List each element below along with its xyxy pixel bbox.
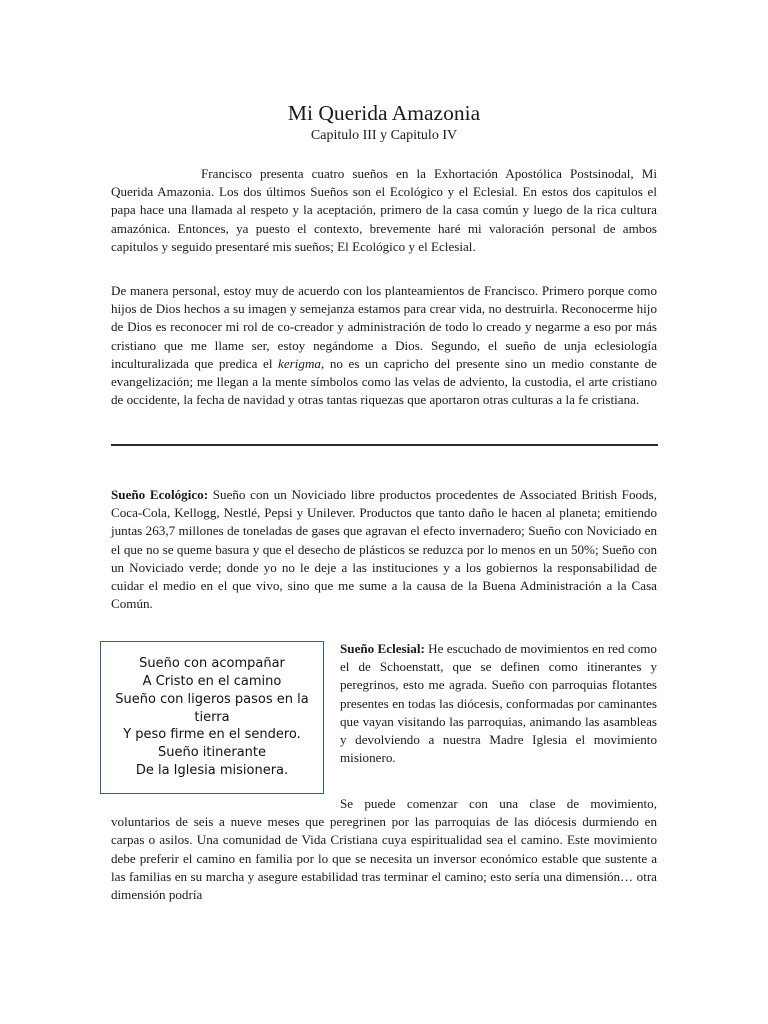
intro-paragraph: Francisco presenta cuatro sueños en la Exhortación Apostólica Postsinodal, Mi Querida Amazonia. Los dos últimos Sueños son el Ecológico y el Eclesial. En estos dos capitulos el papa hace una llamada al respeto y la aceptación, primero de la casa común y luego de la rica cultura amazónica. Entonces, ya puesto el contexto, brevemente haré mi valoración personal de ambos capitulos y seguido presentaré mis sueños; El Ecológico y el Eclesial.	[111, 166, 657, 254]
poem-box	[100, 641, 324, 794]
poem-line: De la Iglesia misionera.	[135, 762, 289, 778]
movimiento-paragraph: Se puede comenzar con una clase de movimiento, voluntarios de seis a nueve meses que peregrinen por las parroquias de las diócesis durmiendo en carpas o asilos. Una comunidad de Vida Cristiana cuya espiritualidad sea el camino. Este movimiento debe preferir el camino en familia por lo que se necesita un inversor económico estable que sustente a las familias en su marcha y asegure estabilidad tras terminar el camino; esto sería una dimensión… otra dimensión podría	[111, 796, 657, 903]
ecologico-paragraph	[111, 486, 657, 613]
document-title: Mi Querida Amazonia	[287, 101, 481, 125]
poem-line: A Cristo en el camino	[142, 674, 282, 689]
eclesial-paragraph	[340, 640, 657, 767]
document-subtitle: Capitulo III y Capitulo IV	[310, 128, 458, 143]
personal-text-start: De manera personal, estoy muy de acuerdo con los planteamientos de Francisco. Primero porque como hijos de Dios hechos a su imagen y semejanza estamos para crear vida, no destruirla. Reconocerme hijo de Dios es reconocer mi rol de co-creador y administración de todo lo creado y negarme a eso por más cristiano que me llame ser, estoy negándome a Dios. Segundo, el sueño de unja eclesiología inculturalizada que predica el	[111, 283, 657, 371]
ecologico-text: Sueño con un Noviciado libre productos procedentes de Associated British Foods, Coca-Cola, Kellogg, Nestlé, Pepsi y Unilever. Productos que tanto daño le hacen al planeta; emitiendo juntas 263,7 millones de toneladas de gases que agravan el efecto invernadero; Sueño con Noviciado en el que no se queme basura y que el desecho de plásticos se reduzca por lo menos en un 50%; Sueño con un Noviciado verde; donde yo no le deje a las instituciones y a los gobiernos la responsabilidad de cuidar el medio en el que vivo, sino que me sume a la causa de la Buena Administración a la Casa Común.	[111, 487, 657, 612]
poem-line: Sueño con ligeros pasos en la tierra	[115, 691, 309, 725]
poem-line: Y peso firme en el sendero.	[123, 727, 301, 743]
eclesial-text: He escuchado de movimientos en red como el de Schoenstatt, que se definen como itinerantes y peregrinos, esto me agrada. Sueño con parroquias flotantes presentes en todas las diócesis, conformadas por caminantes que vayan visitando las parroquias, animando las asambleas y devolviendo a nuestra Madre Iglesia el movimiento misionero.	[340, 641, 657, 766]
poem-line: Sueño itinerante	[157, 745, 267, 761]
ecologico-label: Sueño Ecológico:	[111, 487, 209, 502]
personal-paragraph	[111, 282, 657, 409]
kerigma-term: kerigma	[278, 355, 321, 371]
section-divider	[111, 444, 658, 446]
eclesial-label: Sueño Eclesial:	[340, 641, 425, 656]
poem-line: Sueño con acompañar	[139, 656, 285, 672]
personal-text-end: , no es un capricho del presente sino un medio constante de evangelización; me llegan a la mente símbolos como las velas de adviento, la custodia, el arte cristiano de occidente, la fecha de navidad y otras tantas riquezas que aportaron otras culturas a la fe cristiana.	[111, 355, 657, 408]
